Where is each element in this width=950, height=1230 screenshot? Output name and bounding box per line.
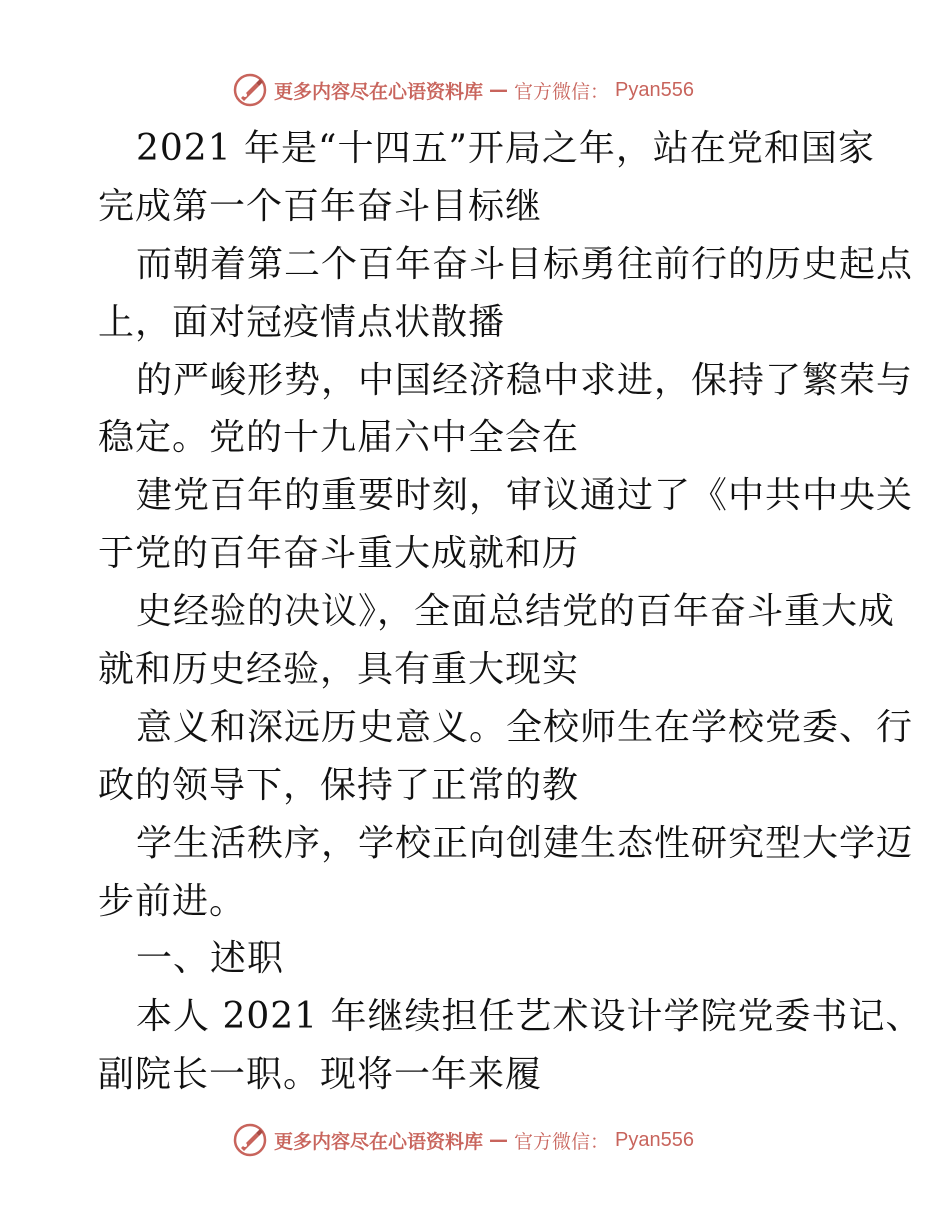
text-line: 就和历史经验，具有重大现实: [98, 649, 580, 691]
wechat-label: 官方微信：: [514, 1130, 610, 1153]
text-line: 建党百年的重要时刻，审议通过了《中共中央关: [136, 475, 914, 517]
header-watermark-banner: [232, 70, 694, 110]
text-line: 完成第一个百年奋斗目标继: [98, 185, 543, 227]
text-line: 学生活秩序，学校正向创建生态性研究型大学迈: [136, 822, 914, 864]
brand-separator: —: [489, 79, 509, 101]
brand-name: 更多内容尽在心语资料库: [274, 1130, 484, 1153]
text-line: 步前进。: [98, 880, 247, 922]
text-line: 意义和深远历史意义。全校师生在学校党委、行: [136, 706, 914, 748]
text-line: 2021 年是“十四五”开局之年，站在党和国家: [136, 128, 875, 169]
text-line: 史经验的决议》，全面总结党的百年奋斗重大成: [136, 591, 896, 633]
text-line: 稳定。党的十九届六中全会在: [98, 417, 580, 459]
brand-separator: —: [489, 1129, 509, 1151]
pen-logo-icon: [232, 1122, 268, 1158]
text-line: 上，面对冠疫情点状散播: [98, 301, 506, 343]
text-line: 政的领导下，保持了正常的教: [98, 764, 580, 806]
wechat-id: Pyan556: [615, 1128, 694, 1151]
document-body: [98, 120, 923, 1104]
text-line: 副院长一职。现将一年来履: [98, 1054, 543, 1096]
text-line: 而朝着第二个百年奋斗目标勇往前行的历史起点: [136, 243, 914, 285]
wechat-id: Pyan556: [615, 78, 694, 101]
footer-watermark-banner: [232, 1120, 694, 1160]
brand-name: 更多内容尽在心语资料库: [274, 80, 484, 103]
text-line: 于党的百年奋斗重大成就和历: [98, 533, 580, 575]
text-line: 的严峻形势，中国经济稳中求进，保持了繁荣与: [136, 359, 914, 401]
text-line: 本人 2021 年继续担任艺术设计学院党委书记、: [136, 996, 923, 1038]
pen-logo-icon: [232, 72, 268, 108]
section-heading: 一、述职: [136, 938, 285, 980]
wechat-label: 官方微信：: [514, 80, 610, 103]
